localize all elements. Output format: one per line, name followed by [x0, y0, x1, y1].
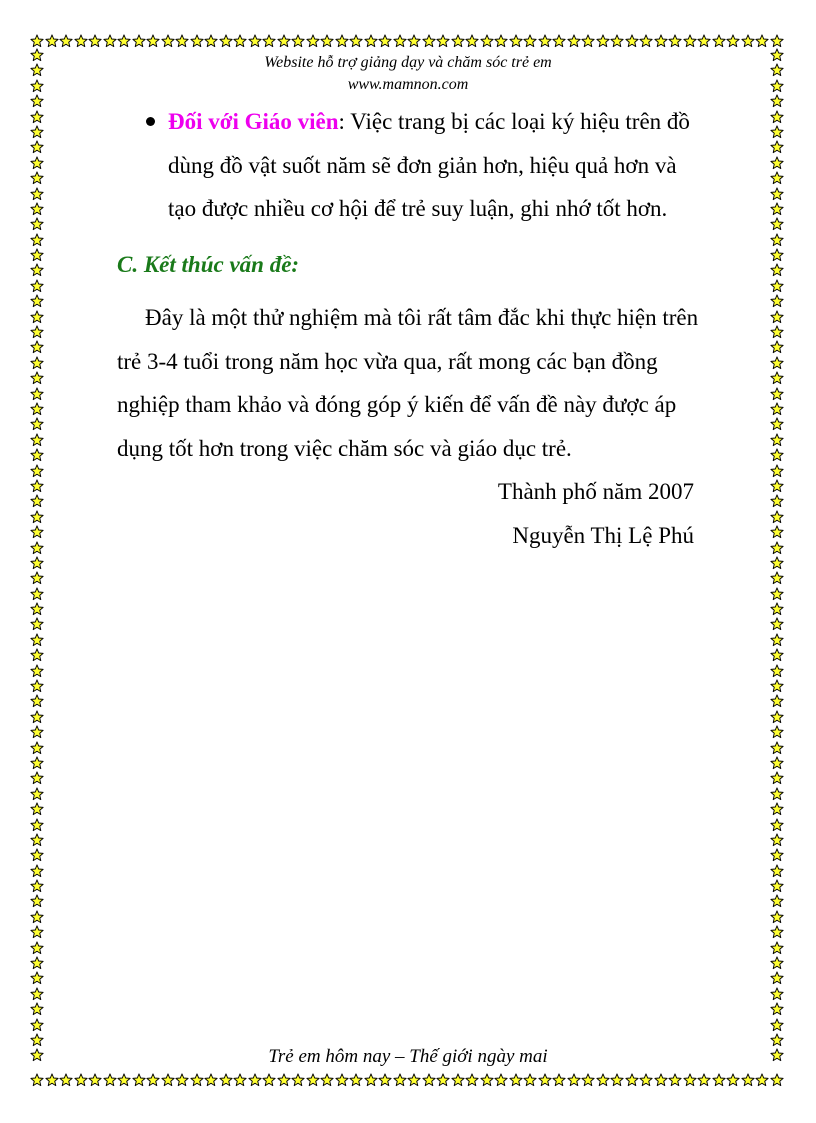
- star-icon: [30, 202, 45, 217]
- star-icon: [770, 263, 785, 278]
- star-icon: [30, 864, 45, 879]
- bullet-lead-text: Đối với Giáo viên: [168, 109, 339, 134]
- star-icon: [30, 987, 45, 1002]
- star-icon: [668, 1073, 683, 1088]
- star-icon: [625, 1073, 640, 1088]
- star-icon: [30, 325, 45, 340]
- star-icon: [610, 34, 625, 49]
- star-icon: [770, 110, 785, 125]
- star-icon: [204, 34, 219, 49]
- star-icon: [770, 1073, 785, 1088]
- star-icon: [30, 617, 45, 632]
- star-icon: [30, 741, 45, 756]
- star-icon: [320, 1073, 335, 1088]
- star-icon: [30, 171, 45, 186]
- star-icon: [30, 525, 45, 540]
- star-icon: [306, 1073, 321, 1088]
- star-icon: [770, 125, 785, 140]
- star-icon: [451, 34, 466, 49]
- star-icon: [59, 34, 74, 49]
- bullet-body-text: : Việc trang bị các loại ký hiệu trên đồ dùng đồ vật suốt năm sẽ đơn giản hơn, hiệu quả hơn và tạo được nhiều cơ hội để trẻ suy luận, ghi nhớ tốt hơn.: [168, 109, 690, 221]
- star-icon: [30, 510, 45, 525]
- star-icon: [668, 34, 683, 49]
- star-icon: [726, 34, 741, 49]
- page-border-left: [30, 48, 46, 1065]
- star-icon: [30, 879, 45, 894]
- star-icon: [30, 725, 45, 740]
- star-icon: [770, 571, 785, 586]
- star-icon: [770, 156, 785, 171]
- star-icon: [770, 664, 785, 679]
- star-icon: [30, 956, 45, 971]
- star-icon: [88, 1073, 103, 1088]
- star-icon: [30, 156, 45, 171]
- star-icon: [30, 387, 45, 402]
- star-icon: [30, 910, 45, 925]
- star-icon: [45, 34, 60, 49]
- star-icon: [30, 1018, 45, 1033]
- star-icon: [30, 402, 45, 417]
- star-icon: [30, 833, 45, 848]
- star-icon: [770, 387, 785, 402]
- star-icon: [103, 1073, 118, 1088]
- star-icon: [770, 617, 785, 632]
- star-icon: [770, 894, 785, 909]
- star-icon: [30, 356, 45, 371]
- star-icon: [393, 34, 408, 49]
- star-icon: [277, 34, 292, 49]
- star-icon: [770, 925, 785, 940]
- star-icon: [770, 140, 785, 155]
- signature-place-date: Thành phố năm 2007: [497, 479, 694, 504]
- star-icon: [770, 310, 785, 325]
- star-icon: [30, 633, 45, 648]
- star-icon: [770, 541, 785, 556]
- star-icon: [770, 679, 785, 694]
- star-icon: [538, 1073, 553, 1088]
- star-icon: [30, 664, 45, 679]
- star-icon: [770, 879, 785, 894]
- star-icon: [30, 694, 45, 709]
- page-border-right: [770, 48, 786, 1065]
- star-icon: [770, 1002, 785, 1017]
- star-icon: [30, 787, 45, 802]
- star-icon: [451, 1073, 466, 1088]
- star-icon: [625, 34, 640, 49]
- star-icon: [175, 1073, 190, 1088]
- star-icon: [770, 648, 785, 663]
- star-icon: [30, 294, 45, 309]
- star-icon: [741, 1073, 756, 1088]
- star-icon: [407, 1073, 422, 1088]
- star-icon: [378, 34, 393, 49]
- page-border-bottom: [30, 1073, 788, 1089]
- star-icon: [770, 371, 785, 386]
- star-icon: [349, 34, 364, 49]
- star-icon: [161, 1073, 176, 1088]
- star-icon: [596, 34, 611, 49]
- star-icon: [770, 340, 785, 355]
- star-icon: [306, 34, 321, 49]
- star-icon: [30, 110, 45, 125]
- star-icon: [161, 34, 176, 49]
- star-icon: [30, 433, 45, 448]
- star-icon: [741, 34, 756, 49]
- star-icon: [770, 217, 785, 232]
- star-icon: [770, 494, 785, 509]
- star-icon: [770, 248, 785, 263]
- star-icon: [755, 1073, 770, 1088]
- star-icon: [30, 602, 45, 617]
- header-website-url: www.mamnon.com: [347, 76, 469, 93]
- star-icon: [291, 1073, 306, 1088]
- star-icon: [262, 34, 277, 49]
- star-icon: [59, 1073, 74, 1088]
- star-icon: [683, 1073, 698, 1088]
- star-icon: [30, 541, 45, 556]
- star-icon: [175, 34, 190, 49]
- star-icon: [770, 448, 785, 463]
- star-icon: [436, 34, 451, 49]
- star-icon: [770, 848, 785, 863]
- star-icon: [610, 1073, 625, 1088]
- star-icon: [770, 479, 785, 494]
- star-icon: [552, 34, 567, 49]
- star-icon: [30, 971, 45, 986]
- star-icon: [132, 34, 147, 49]
- section-heading: C. Kết thúc vấn đề:: [117, 251, 300, 277]
- star-icon: [30, 125, 45, 140]
- star-icon: [770, 325, 785, 340]
- star-icon: [726, 1073, 741, 1088]
- star-icon: [277, 1073, 292, 1088]
- star-icon: [291, 34, 306, 49]
- star-icon: [407, 34, 422, 49]
- star-icon: [581, 34, 596, 49]
- star-icon: [770, 233, 785, 248]
- star-icon: [30, 1002, 45, 1017]
- star-icon: [146, 34, 161, 49]
- star-icon: [30, 417, 45, 432]
- star-icon: [654, 1073, 669, 1088]
- star-icon: [770, 756, 785, 771]
- star-icon: [378, 1073, 393, 1088]
- star-icon: [320, 34, 335, 49]
- star-icon: [233, 34, 248, 49]
- star-icon: [30, 340, 45, 355]
- star-icon: [770, 1018, 785, 1033]
- star-icon: [712, 34, 727, 49]
- page-header: [0, 52, 816, 96]
- star-icon: [364, 1073, 379, 1088]
- star-icon: [567, 1073, 582, 1088]
- star-icon: [770, 556, 785, 571]
- star-icon: [770, 833, 785, 848]
- star-icon: [262, 1073, 277, 1088]
- star-icon: [770, 956, 785, 971]
- star-icon: [30, 1073, 45, 1088]
- star-icon: [30, 494, 45, 509]
- star-icon: [88, 34, 103, 49]
- star-icon: [30, 371, 45, 386]
- star-icon: [755, 34, 770, 49]
- star-icon: [30, 248, 45, 263]
- star-icon: [770, 94, 785, 109]
- star-icon: [233, 1073, 248, 1088]
- star-icon: [770, 187, 785, 202]
- star-icon: [770, 818, 785, 833]
- star-icon: [30, 479, 45, 494]
- star-icon: [30, 848, 45, 863]
- star-icon: [770, 741, 785, 756]
- star-icon: [219, 34, 234, 49]
- star-icon: [770, 771, 785, 786]
- teacher-benefit-bullet: [117, 100, 702, 231]
- star-icon: [770, 525, 785, 540]
- star-icon: [422, 1073, 437, 1088]
- star-icon: [494, 1073, 509, 1088]
- star-icon: [770, 910, 785, 925]
- star-icon: [45, 1073, 60, 1088]
- star-icon: [770, 602, 785, 617]
- star-icon: [30, 263, 45, 278]
- star-icon: [770, 725, 785, 740]
- star-icon: [30, 818, 45, 833]
- star-icon: [30, 941, 45, 956]
- star-icon: [654, 34, 669, 49]
- star-icon: [30, 94, 45, 109]
- star-icon: [132, 1073, 147, 1088]
- star-icon: [30, 556, 45, 571]
- star-icon: [552, 1073, 567, 1088]
- star-icon: [697, 34, 712, 49]
- star-icon: [567, 34, 582, 49]
- star-icon: [204, 1073, 219, 1088]
- star-icon: [30, 587, 45, 602]
- star-icon: [712, 1073, 727, 1088]
- star-icon: [523, 34, 538, 49]
- star-icon: [509, 1073, 524, 1088]
- star-icon: [770, 294, 785, 309]
- star-icon: [770, 941, 785, 956]
- star-icon: [639, 1073, 654, 1088]
- star-icon: [393, 1073, 408, 1088]
- star-icon: [190, 1073, 205, 1088]
- star-icon: [335, 34, 350, 49]
- star-icon: [364, 34, 379, 49]
- star-icon: [30, 187, 45, 202]
- star-icon: [509, 34, 524, 49]
- star-icon: [219, 1073, 234, 1088]
- star-icon: [436, 1073, 451, 1088]
- star-icon: [770, 802, 785, 817]
- signature-author: Nguyễn Thị Lệ Phú: [512, 522, 694, 548]
- star-icon: [30, 217, 45, 232]
- star-icon: [349, 1073, 364, 1088]
- star-icon: [30, 233, 45, 248]
- star-icon: [30, 279, 45, 294]
- star-icon: [30, 310, 45, 325]
- star-icon: [30, 140, 45, 155]
- star-icon: [117, 1073, 132, 1088]
- star-icon: [770, 171, 785, 186]
- star-icon: [480, 34, 495, 49]
- star-icon: [770, 433, 785, 448]
- star-icon: [248, 34, 263, 49]
- star-icon: [30, 802, 45, 817]
- star-icon: [770, 587, 785, 602]
- star-icon: [770, 971, 785, 986]
- star-icon: [770, 202, 785, 217]
- star-icon: [146, 1073, 161, 1088]
- conclusion-paragraph: Đây là một thử nghiệm mà tôi rất tâm đắc khi thực hiện trên trẻ 3-4 tuổi trong năm học vừa qua, rất mong các bạn đồng nghiệp tham khảo và đóng góp ý kiến để vấn đề này được áp dụng tốt hơn trong việc chăm sóc và giáo dục trẻ.: [117, 305, 699, 461]
- star-icon: [465, 34, 480, 49]
- star-icon: [480, 1073, 495, 1088]
- star-icon: [697, 1073, 712, 1088]
- star-icon: [30, 464, 45, 479]
- star-icon: [335, 1073, 350, 1088]
- star-icon: [770, 464, 785, 479]
- star-icon: [74, 1073, 89, 1088]
- star-icon: [770, 417, 785, 432]
- star-icon: [770, 694, 785, 709]
- star-icon: [190, 34, 205, 49]
- star-icon: [770, 510, 785, 525]
- star-icon: [770, 710, 785, 725]
- star-icon: [117, 34, 132, 49]
- star-icon: [639, 34, 654, 49]
- page-footer-motto: Trẻ em hôm nay – Thế giới ngày mai: [268, 1046, 548, 1067]
- star-icon: [30, 756, 45, 771]
- star-icon: [770, 987, 785, 1002]
- star-icon: [30, 925, 45, 940]
- star-icon: [30, 771, 45, 786]
- star-icon: [30, 679, 45, 694]
- star-icon: [30, 648, 45, 663]
- star-icon: [770, 864, 785, 879]
- star-icon: [523, 1073, 538, 1088]
- bullet-dot-icon: [146, 117, 155, 126]
- star-icon: [770, 402, 785, 417]
- document-body: [117, 100, 702, 557]
- star-icon: [770, 356, 785, 371]
- star-icon: [422, 34, 437, 49]
- star-icon: [538, 34, 553, 49]
- star-icon: [465, 1073, 480, 1088]
- page-border-top: [30, 34, 788, 50]
- star-icon: [683, 34, 698, 49]
- star-icon: [30, 894, 45, 909]
- star-icon: [581, 1073, 596, 1088]
- header-website-title: Website hỗ trợ giảng dạy và chăm sóc trẻ em: [264, 54, 552, 71]
- star-icon: [30, 448, 45, 463]
- star-icon: [770, 279, 785, 294]
- star-icon: [770, 787, 785, 802]
- star-icon: [494, 34, 509, 49]
- star-icon: [103, 34, 118, 49]
- star-icon: [74, 34, 89, 49]
- star-icon: [770, 633, 785, 648]
- star-icon: [30, 710, 45, 725]
- star-icon: [596, 1073, 611, 1088]
- star-icon: [248, 1073, 263, 1088]
- star-icon: [30, 571, 45, 586]
